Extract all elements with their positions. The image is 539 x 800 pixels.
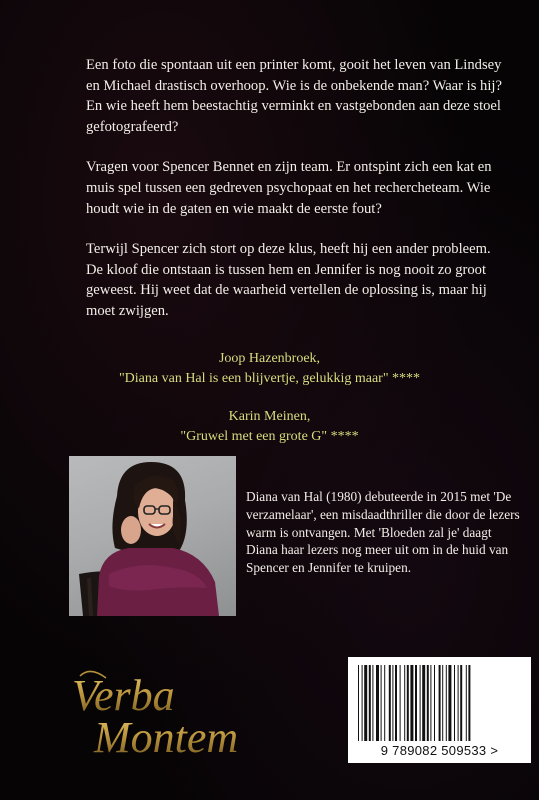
svg-text:Montem: Montem	[94, 713, 239, 760]
barcode-bar	[448, 665, 451, 741]
barcode-bar	[446, 665, 447, 741]
barcode-bar	[404, 665, 405, 741]
barcode-bar	[460, 665, 462, 741]
verba-montem-logo	[66, 668, 286, 760]
barcode-bar	[395, 665, 397, 741]
author-bio: Diana van Hal (1980) debuteerde in 2015 met 'De verzamelaar', een misdaadthriller die door de lezers warm is ontvangen. Met 'Bloeden zal je' daagt Diana haar lezers nog meer uit om in de huid van Spencer en Jennifer te kruipen.	[246, 489, 520, 576]
barcode-bar	[466, 665, 467, 741]
review-2-name: Karin Meinen,	[228, 409, 311, 424]
barcode-bar	[434, 665, 435, 741]
publisher-logo	[66, 668, 286, 760]
barcode-bar	[427, 665, 429, 741]
blurb-paragraph-1: Een foto die spontaan uit een printer komt, gooit het leven van Lindsey en Michael drastisch overhoop. Wie is de onbekende man? Waar is hij? En wie heeft hem beestachtig verminkt en vastgebonden aan deze stoel gefotografeerd?	[86, 57, 502, 135]
author-portrait-illustration	[69, 456, 236, 616]
barcode-bar	[376, 665, 379, 741]
blurb-paragraph-3: Terwijl Spencer zich stort op deze klus, heeft hij een ander probleem. De kloof die ontstaan is tussen hem en Jennifer is nog nooit zo groot geweest. Hij weet dat de waarheid vertellen de oplossing is, maar hij moet zwijgen.	[86, 241, 491, 319]
isbn-number: 9 789082 509533 >	[380, 743, 499, 758]
barcode-bar	[454, 665, 455, 741]
barcode-bar	[442, 665, 443, 741]
review-2-quote: "Gruwel met een grote G" ****	[180, 428, 359, 444]
barcode-bar	[410, 665, 413, 741]
barcode-bar	[407, 665, 409, 741]
isbn-barcode	[348, 657, 531, 763]
barcode-bar	[358, 665, 359, 741]
barcode-bar	[364, 665, 367, 741]
barcode-bar	[422, 665, 425, 741]
barcode-bar	[430, 665, 431, 741]
barcode-bar	[415, 665, 417, 741]
review-1-quote: "Diana van Hal is een blijvertje, gelukkig maar" ****	[118, 370, 421, 386]
barcode-bars	[348, 657, 531, 743]
review-1-name: Joop Hazenbroek,	[218, 351, 321, 366]
barcode-bar	[369, 665, 371, 741]
svg-text:Verba: Verba	[72, 671, 175, 720]
barcode-bar	[384, 665, 385, 741]
author-photo	[69, 456, 236, 616]
barcode-bar	[400, 665, 401, 741]
barcode-bar	[439, 665, 441, 741]
review-2	[0, 407, 539, 446]
barcode-bar	[458, 665, 459, 741]
blurb	[86, 55, 506, 342]
barcode-bar	[372, 665, 373, 741]
blurb-paragraph-2: Vragen voor Spencer Bennet en zijn team. Er ontspint zich een kat en muis spel tussen een gedreven psychopaat en het rechercheteam. Wie houdt wie in de gaten en wie maakt de eerste fout?	[86, 159, 492, 217]
review-1	[0, 349, 539, 388]
barcode-bar	[468, 665, 470, 741]
barcode-bar	[392, 665, 393, 741]
barcode-bar	[381, 665, 382, 741]
barcode-bar	[420, 665, 421, 741]
barcode-bar	[389, 665, 391, 741]
barcode-bar	[362, 665, 363, 741]
